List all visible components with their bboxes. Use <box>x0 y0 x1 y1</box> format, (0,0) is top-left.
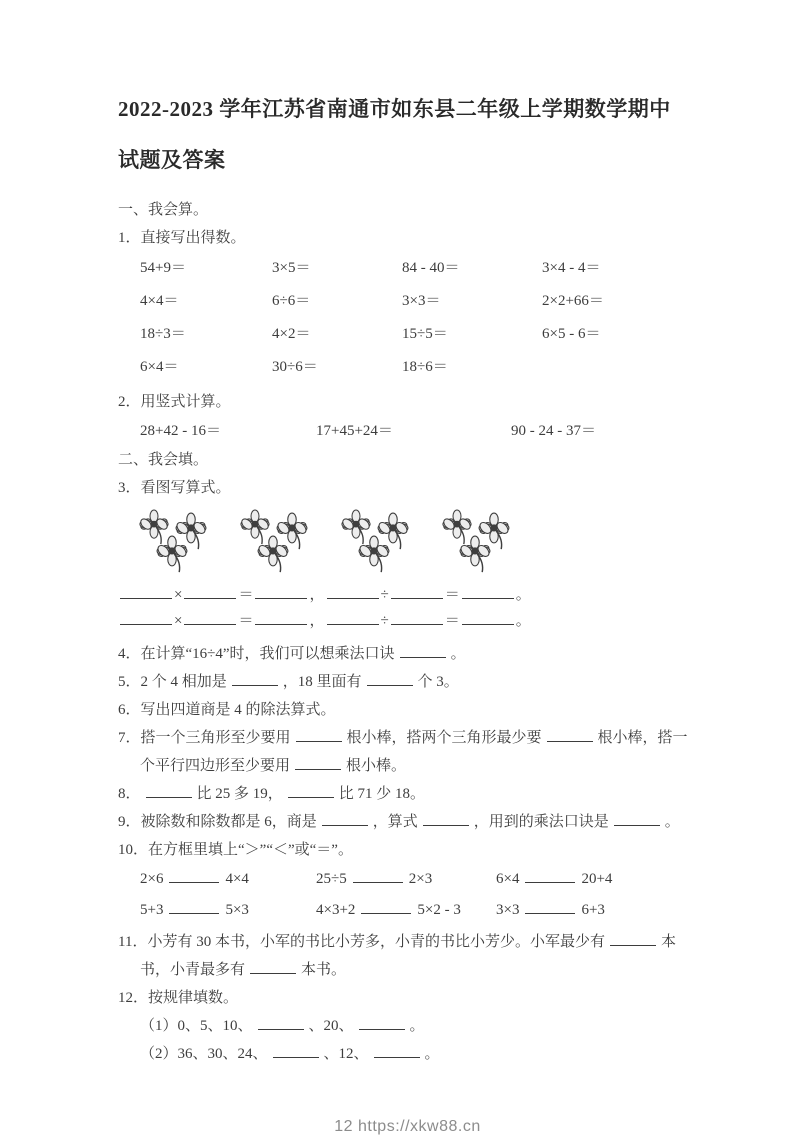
period: 。 <box>515 587 531 603</box>
answer-blank <box>327 585 379 599</box>
question-text: 根小棒。 <box>346 758 407 774</box>
expression: 4×4 <box>225 871 249 887</box>
answer-blank <box>361 900 411 914</box>
comparison-grid <box>140 864 697 926</box>
expression: 6×5 - 6＝ <box>542 326 601 342</box>
comparison-cell <box>496 864 697 895</box>
expression: 54+9＝ <box>140 260 186 276</box>
flower-cluster <box>239 508 327 574</box>
answer-blank <box>255 611 307 625</box>
expression: 6×4 <box>496 871 520 887</box>
expression <box>542 351 697 384</box>
comparison-cell <box>316 895 496 926</box>
comparison-cell <box>316 864 496 895</box>
flower-icon <box>175 513 207 549</box>
comma: ， <box>309 587 325 603</box>
answer-blank <box>120 611 172 625</box>
question-11 <box>118 928 697 984</box>
flower-picture <box>138 508 697 574</box>
page-footer: 12 https://xkw88.cn <box>334 1118 481 1135</box>
answer-blank <box>353 869 403 883</box>
expression: 2×2+66＝ <box>542 293 604 309</box>
question-text: 本书，小青最多有 <box>140 934 676 978</box>
question-10-label: 10．在方框里填上“＞”“＜”或“＝”。 <box>118 842 353 858</box>
flower-icon <box>341 510 371 544</box>
question-9 <box>118 808 697 836</box>
expression: 90 - 24 - 37＝ <box>511 423 596 439</box>
expression: 5+3 <box>140 902 164 918</box>
answer-blank <box>462 611 514 625</box>
answer-blank <box>610 932 656 946</box>
answer-blank <box>614 812 660 826</box>
answer-blank <box>296 728 342 742</box>
equals-sign: ＝ <box>444 613 460 629</box>
comma: ， <box>309 613 325 629</box>
section-one-heading: 一、我会算。 <box>118 202 209 218</box>
question-4 <box>118 640 697 668</box>
page-title <box>118 84 697 186</box>
answer-blank <box>184 585 236 599</box>
question-12-label: 12．按规律填数。 <box>118 990 239 1006</box>
times-sign: × <box>174 587 183 603</box>
expression: 4×2＝ <box>272 326 311 342</box>
equals-sign: ＝ <box>444 587 460 603</box>
question-text: 7．搭一个三角形至少要用 <box>118 730 291 746</box>
question-text: ，算式 <box>372 814 418 830</box>
answer-blank <box>169 900 219 914</box>
answer-blank <box>322 812 368 826</box>
expression: 5×2 - 3 <box>417 902 461 918</box>
expression: 15÷5＝ <box>402 326 448 342</box>
page-title-line2: 试题及答案 <box>118 148 226 172</box>
expression: 4×4＝ <box>140 293 179 309</box>
expression: 2×3 <box>408 871 433 887</box>
comparison-cell <box>140 864 316 895</box>
expression: 20+4 <box>581 871 613 887</box>
vertical-calc-row <box>140 416 697 446</box>
answer-blank <box>359 1016 405 1030</box>
expression: 6+3 <box>581 902 605 918</box>
expression: 2×6 <box>140 871 164 887</box>
flower-cluster <box>441 508 529 574</box>
equals-sign: ＝ <box>238 587 254 603</box>
question-text: （1）0、5、10、 <box>140 1018 253 1034</box>
page-title-line1: 2022-2023 学年江苏省南通市如东县二年级上学期数学期中 <box>118 97 671 121</box>
expression: 18÷6＝ <box>402 359 448 375</box>
flower-icon <box>377 513 409 549</box>
answer-blank <box>120 585 172 599</box>
answer-blank <box>169 869 219 883</box>
equals-sign: ＝ <box>238 613 254 629</box>
question-text: （2）36、30、24、 <box>140 1046 268 1062</box>
question-text: 5．2 个 4 相加是 <box>118 674 227 690</box>
question-6: 6．写出四道商是 4 的除法算式。 <box>118 702 336 718</box>
question-text: 比 25 多 19， <box>196 786 283 802</box>
answer-blank <box>146 784 192 798</box>
flower-icon <box>478 513 510 549</box>
q3-equation-row <box>118 608 697 634</box>
question-text: 个 3。 <box>417 674 459 690</box>
expression: 18÷3＝ <box>140 326 186 342</box>
question-7 <box>118 724 697 780</box>
section-two-heading: 二、我会填。 <box>118 452 209 468</box>
question-text: 。 <box>450 646 466 662</box>
answer-blank <box>295 756 341 770</box>
question-text: 。 <box>664 814 680 830</box>
question-12-sub1 <box>140 1012 697 1040</box>
answer-blank <box>391 611 443 625</box>
answer-blank <box>400 644 446 658</box>
expression: 3×3 <box>496 902 520 918</box>
question-text: 本书。 <box>301 962 347 978</box>
expression: 3×3＝ <box>402 293 441 309</box>
answer-blank <box>525 869 575 883</box>
answer-blank <box>232 672 278 686</box>
flower-icon <box>442 510 472 544</box>
expression: 3×5＝ <box>272 260 311 276</box>
expression: 6×4＝ <box>140 359 179 375</box>
expression: 6÷6＝ <box>272 293 311 309</box>
flower-cluster <box>138 508 226 574</box>
question-text: 8． <box>118 786 141 802</box>
answer-blank <box>250 960 296 974</box>
question-3-label: 3．看图写算式。 <box>118 480 231 496</box>
divide-sign: ÷ <box>380 613 389 629</box>
flower-icon <box>139 510 169 544</box>
question-8 <box>118 780 697 808</box>
answer-blank <box>374 1044 420 1058</box>
question-text: 根小棒，搭两个三角形最少要 <box>346 730 542 746</box>
expression: 17+45+24＝ <box>316 423 393 439</box>
expression: 30÷6＝ <box>272 359 318 375</box>
times-sign: × <box>174 613 183 629</box>
answer-blank <box>273 1044 319 1058</box>
divide-sign: ÷ <box>380 587 389 603</box>
question-2-label: 2．用竖式计算。 <box>118 394 231 410</box>
answer-blank <box>525 900 575 914</box>
question-5 <box>118 668 697 696</box>
period: 。 <box>515 613 531 629</box>
question-text: ，18 里面有 <box>282 674 362 690</box>
answer-blank <box>327 611 379 625</box>
expression: 5×3 <box>225 902 249 918</box>
answer-blank <box>258 1016 304 1030</box>
expression: 28+42 - 16＝ <box>140 423 221 439</box>
answer-blank <box>462 585 514 599</box>
expression: 3×4 - 4＝ <box>542 260 601 276</box>
expression: 25÷5 <box>316 871 347 887</box>
expression: 84 - 40＝ <box>402 260 460 276</box>
flower-icon <box>276 513 308 549</box>
question-12-sub2 <box>140 1040 697 1068</box>
question-text: 11．小芳有 30 本书，小军的书比小芳多，小青的书比小芳少。小军最少有 <box>118 934 605 950</box>
question-text: 。 <box>409 1018 425 1034</box>
expression: 4×3+2 <box>316 902 356 918</box>
question-text: 、20、 <box>308 1018 354 1034</box>
question-text: 9．被除数和除数都是 6，商是 <box>118 814 317 830</box>
question-text: 比 71 少 18。 <box>338 786 426 802</box>
question-text: 4．在计算“16÷4”时，我们可以想乘法口诀 <box>118 646 395 662</box>
question-1-label: 1．直接写出得数。 <box>118 230 246 246</box>
flower-cluster <box>340 508 428 574</box>
question-text: 。 <box>424 1046 440 1062</box>
answer-blank <box>423 812 469 826</box>
answer-blank <box>367 672 413 686</box>
comparison-cell <box>496 895 697 926</box>
question-text: 根小棒，搭一个平行四边形至少要用 <box>140 730 688 774</box>
question-text: 、12、 <box>323 1046 369 1062</box>
answer-blank <box>391 585 443 599</box>
answer-blank <box>288 784 334 798</box>
question-text: ，用到的乘法口诀是 <box>473 814 609 830</box>
q3-equation-row <box>118 582 697 608</box>
answer-blank <box>184 611 236 625</box>
answer-blank <box>547 728 593 742</box>
comparison-cell <box>140 895 316 926</box>
flower-icon <box>240 510 270 544</box>
mental-math-grid <box>140 252 697 384</box>
answer-blank <box>255 585 307 599</box>
